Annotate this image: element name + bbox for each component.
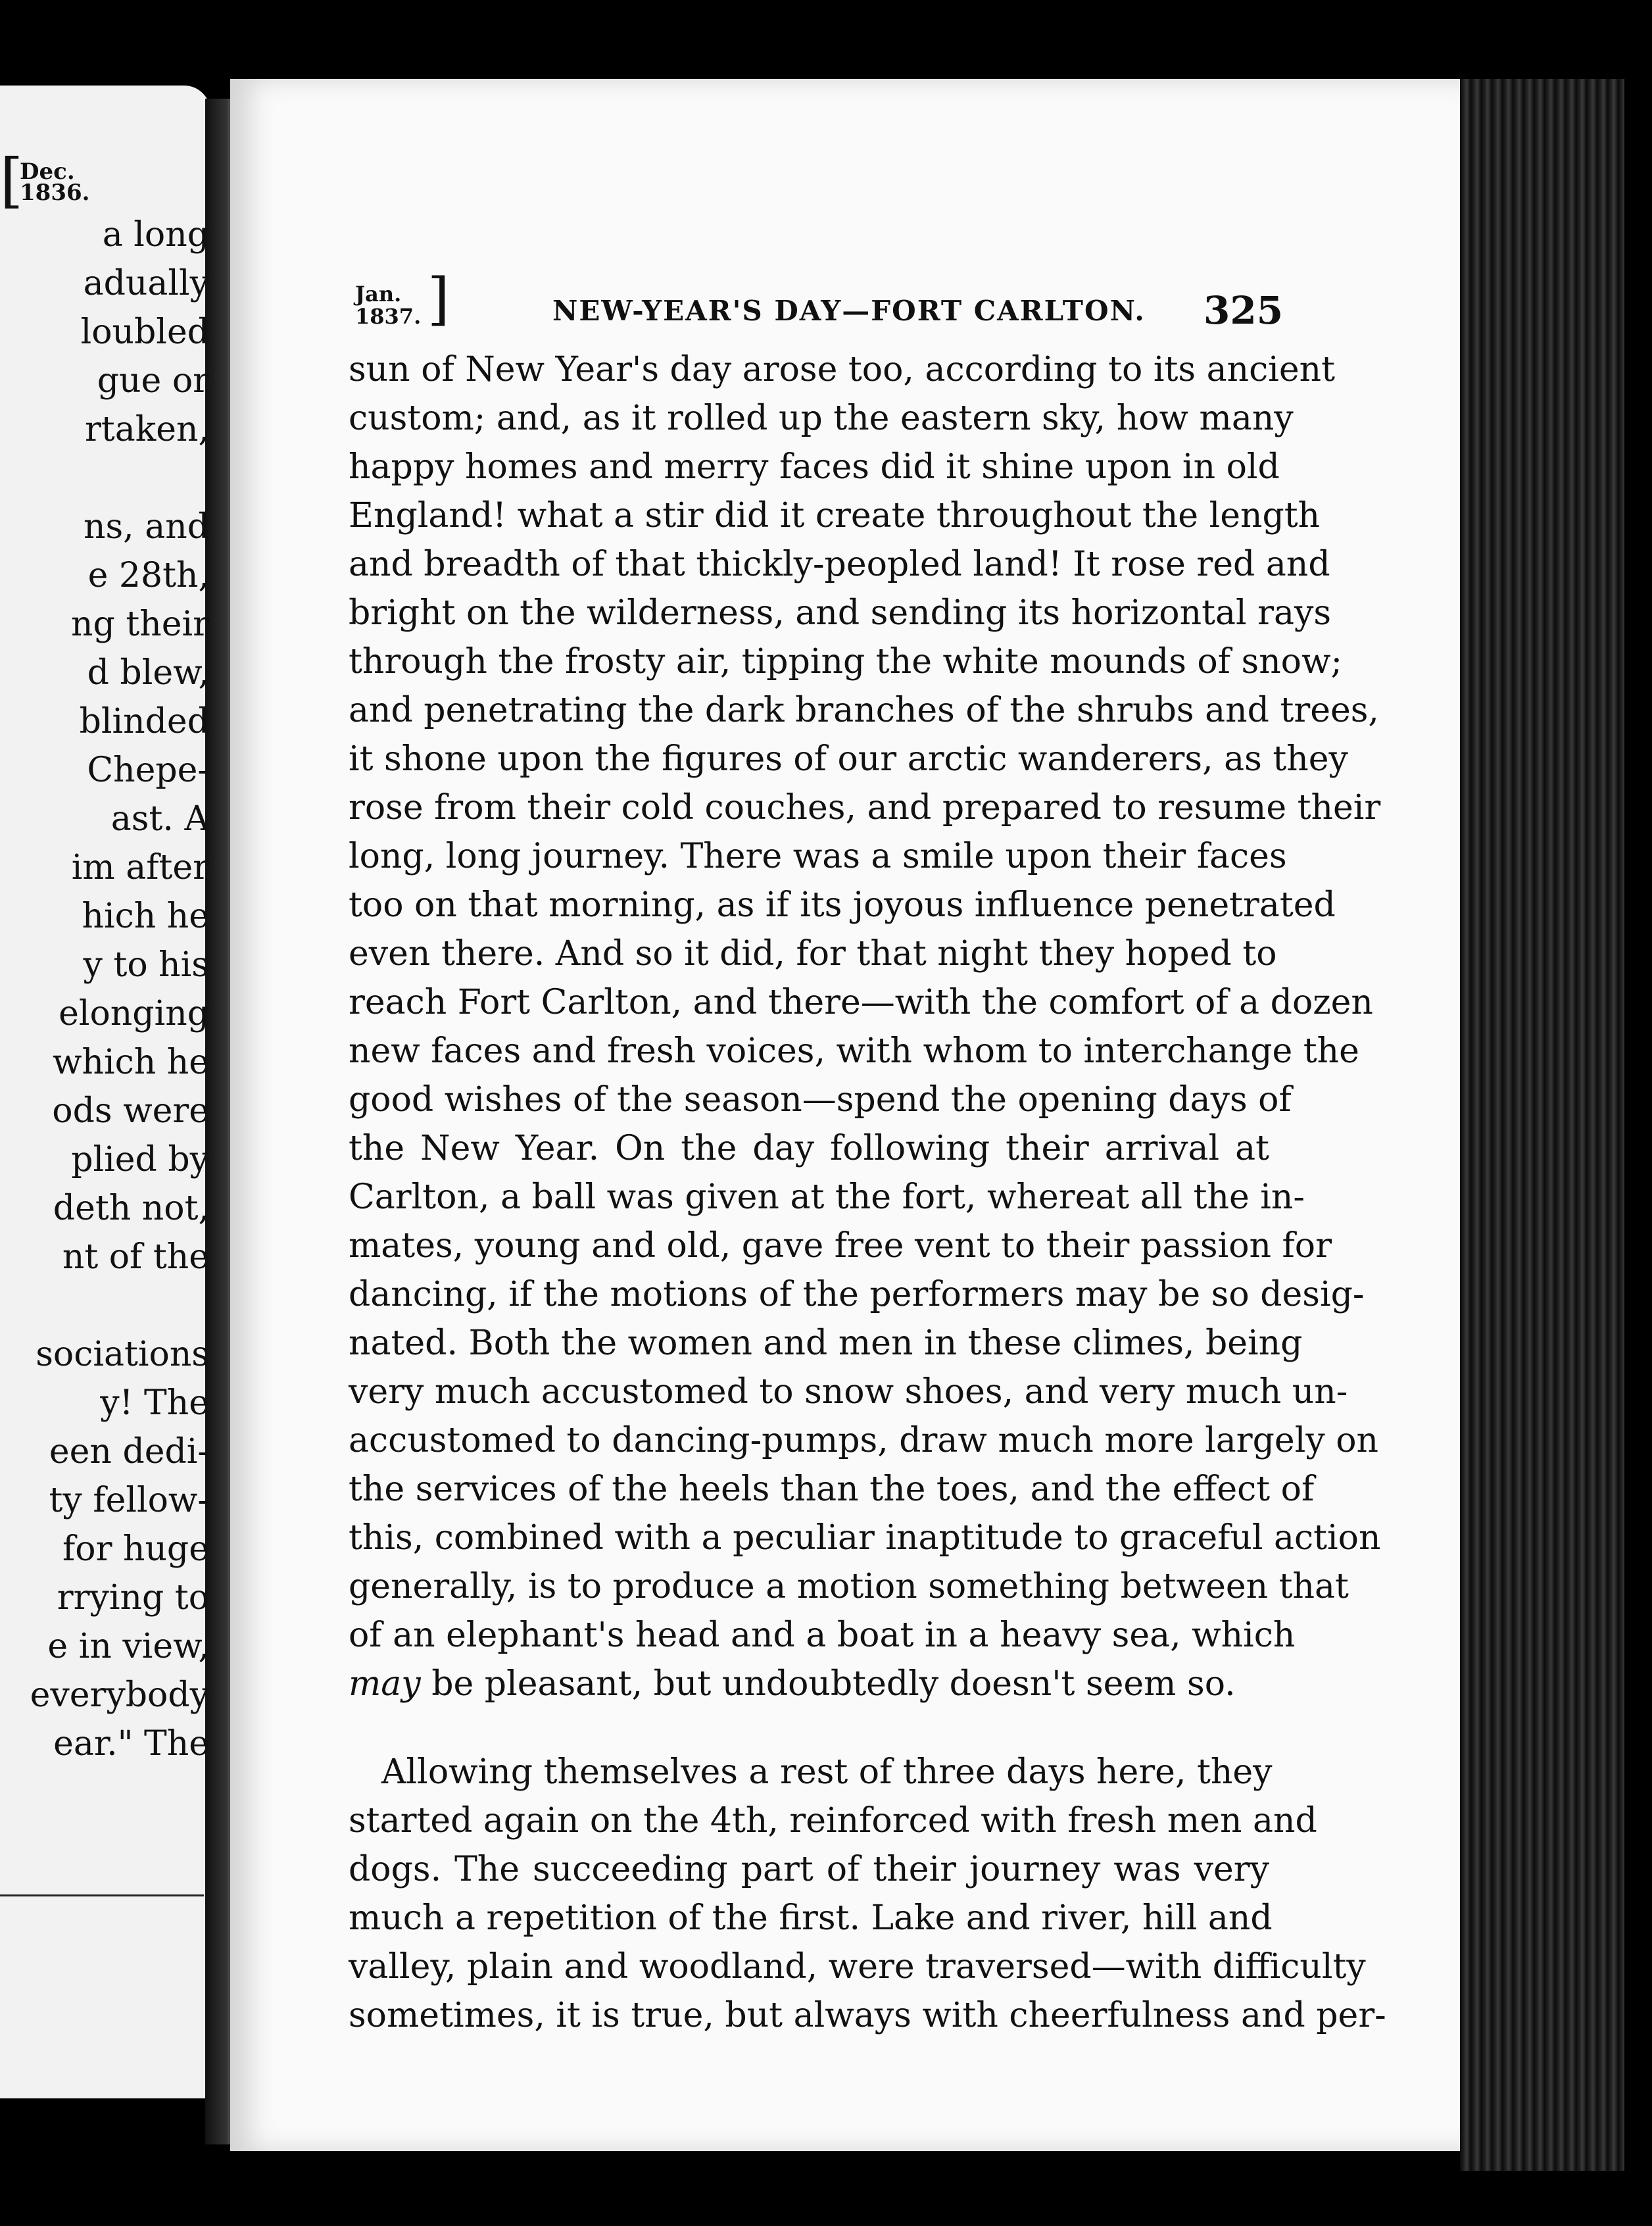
left-text-line: blinded [79,702,209,741]
left-text-line: y to his [83,945,209,985]
text-line: through the frosty air, tipping the white mounds of snow; [349,642,1343,681]
running-title: NEW-YEAR'S DAY—FORT CARLTON. [552,295,1146,327]
left-text-line [0,1281,209,1330]
left-text-line: everybody [30,1675,209,1715]
left-header-month: Dec. [20,159,75,185]
left-header-year: 1836. [20,180,90,206]
header-month: Jan. [355,282,402,307]
text-line: generally, is to produce a motion something between that [349,1567,1349,1606]
text-line: good wishes of the season—spend the opening days of [349,1080,1292,1120]
left-text-line: adually [83,264,209,303]
left-text-line: ear." The [53,1724,209,1764]
left-text-line: loubled [80,312,209,352]
left-text-line [0,454,209,503]
left-text-line: Chepe- [87,751,209,790]
text-line: Carlton, a ball was given at the fort, whereat all the in- [349,1177,1305,1217]
left-page-date [20,159,90,206]
left-text-line: for huge [62,1529,209,1569]
paragraph-1-last-line [349,1660,1269,1708]
italic-word: may [349,1664,421,1704]
text-line: even there. And so it did, for that night they hoped to [349,934,1277,974]
page-edges [1460,79,1624,2171]
text-line: the services of the heels than the toes, and the effect of [349,1470,1315,1509]
page-number: 325 [1203,288,1284,333]
left-text-line: ods were [52,1091,209,1131]
left-text-line: elonging [59,994,209,1033]
left-text-line: een dedi- [49,1432,209,1472]
header-year: 1837. [355,304,422,329]
left-page-text [0,210,209,1768]
body-text [349,345,1386,2040]
text-line: rose from their cold couches, and prepared to resume their [349,788,1381,828]
text-line: the New Year. On the day following their arrival at [349,1129,1269,1168]
text-line: happy homes and merry faces did it shine upon in old [349,447,1280,487]
left-text-line: e 28th, [87,556,209,595]
text-line: dogs. The succeeding part of their journey was very [349,1850,1269,1889]
text-line: dancing, if the motions of the performers may be so desig- [349,1275,1365,1314]
header-bracket: ] [427,266,450,332]
left-text-line: gue or [97,361,209,401]
text-line: new faces and fresh voices, with whom to interchange the [349,1031,1359,1071]
left-text-line: e in view, [47,1627,209,1666]
left-text-line: ns, and [83,507,209,547]
text-line: valley, plain and woodland, were traversed—with difficulty [349,1947,1366,1987]
left-text-line: a long [102,215,209,255]
text-line: accustomed to dancing-pumps, draw much more largely on [349,1421,1379,1460]
left-text-line: rrying to [57,1578,209,1618]
text-line: reach Fort Carlton, and there—with the comfort of a dozen [349,983,1373,1022]
left-text-line: d blew, [87,653,209,693]
text-line: of an elephant's head and a boat in a heavy sea, which [349,1616,1296,1655]
text-line: and penetrating the dark branches of the shrubs and trees, [349,691,1379,730]
text-line: custom; and, as it rolled up the eastern sky, how many [349,399,1294,438]
paragraph-1 [349,345,1381,1660]
text-line: England! what a stir did it create throughout the length [349,496,1321,535]
left-text-line: sociations [36,1335,209,1374]
left-text-line: ng their [71,605,209,644]
text-line: sun of New Year's day arose too, according to its ancient [349,350,1335,389]
running-header [355,266,1284,342]
left-text-line: y! The [100,1383,209,1423]
left-header-bracket: [ [0,146,24,215]
text-line: bright on the wilderness, and sending its horizontal rays [349,593,1332,633]
text-line: much a repetition of the first. Lake and river, hill and [349,1898,1273,1938]
left-text-line: which he [52,1043,209,1082]
text-line: started again on the 4th, reinforced with fresh men and [349,1801,1317,1841]
text-line: nated. Both the women and men in these climes, being [349,1323,1303,1363]
left-text-line: im after [71,848,209,887]
left-text-line: nt of the [62,1237,209,1277]
text-line: too on that morning, as if its joyous influence penetrated [349,885,1336,925]
footnote-rule [0,1894,204,1896]
left-text-line: deth not, [53,1189,209,1228]
left-text-line: plied by [71,1140,209,1179]
left-text-line: ty fellow- [49,1481,209,1520]
text-line: this, combined with a peculiar inaptitude to graceful action [349,1518,1381,1558]
text-line: it shone upon the figures of our arctic wanderers, as they [349,739,1348,779]
text-line: mates, young and old, gave free vent to their passion for [349,1226,1332,1266]
text-line: Allowing themselves a rest of three days here, they [381,1752,1273,1792]
text-line: very much accustomed to snow shoes, and very much un- [349,1372,1348,1412]
text-line: sometimes, it is true, but always with cheerfulness and per- [349,1996,1386,2035]
text-line: and breadth of that thickly-peopled land! It rose red and [349,545,1330,584]
left-text-line: ast. A [110,799,209,839]
left-text-line: rtaken, [84,410,209,449]
text-line: long, long journey. There was a smile upon their faces [349,837,1287,876]
left-text-line: hich he [82,897,209,936]
header-date [355,283,421,328]
last-line-rest: be pleasant, but undoubtedly doesn't seem so. [420,1664,1236,1704]
paragraph-2 [349,1748,1386,2040]
